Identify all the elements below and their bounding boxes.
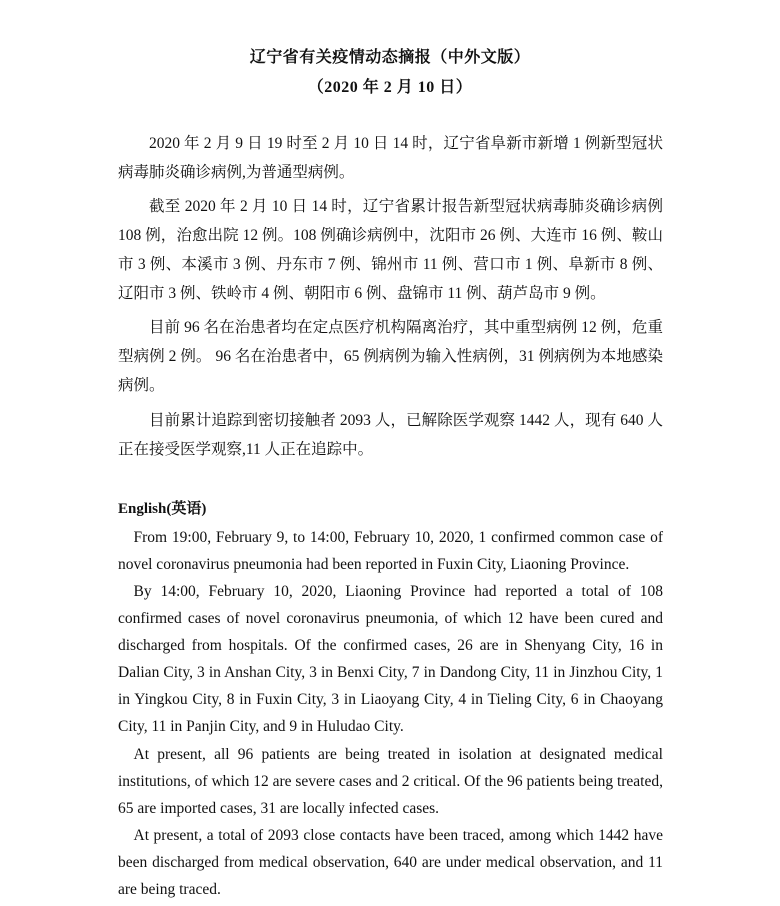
en-paragraph-3: At present, all 96 patients are being treated in isolation at designated medical institutions, of which 12 are severe cases and 2 critical. Of the 96 patients being treated, 65 are imported cases, 31 are locally infected cases. xyxy=(118,746,663,817)
english-heading: English(英语) xyxy=(118,501,207,517)
document-title: 辽宁省有关疫情动态摘报（中外文版） xyxy=(249,49,531,66)
en-paragraph-1: From 19:00, February 9, to 14:00, February 10, 2020, 1 confirmed common case of novel coronavirus pneumonia had been reported in Fuxin City, Liaoning Province. xyxy=(118,529,663,573)
zh-paragraph-3: 目前 96 名在治患者均在定点医疗机构隔离治疗，其中重型病例 12 例，危重型病例 2 例。 96 名在治患者中，65 例病例为输入性病例，31 例病例为本地感染病例。 xyxy=(118,319,663,394)
zh-paragraph-4: 目前累计追踪到密切接触者 2093 人，已解除医学观察 1442 人，现有 640 人正在接受医学观察,11 人正在追踪中。 xyxy=(118,412,663,458)
en-paragraph-2: By 14:00, February 10, 2020, Liaoning Province had reported a total of 108 confirmed cases of novel coronavirus pneumonia, of which 12 have been cured and discharged from hospitals. Of the confirmed cases, 26 are in Shenyang City, 16 in Dalian City, 3 in Anshan City, 3 in Benxi City, 7 in Dandong City, 11 in Jinzhou City, 1 in Yingkou City, 8 in Fuxin City, 3 in Liaoyang City, 4 in Tieling City, 6 in Chaoyang City, 11 in Panjin City, and 9 in Huludao City. xyxy=(118,583,663,735)
en-paragraph-4: At present, a total of 2093 close contacts have been traced, among which 1442 have been discharged from medical observation, 640 are under medical observation, and 11 are being traced. xyxy=(118,827,663,898)
zh-paragraph-1: 2020 年 2 月 9 日 19 时至 2 月 10 日 14 时，辽宁省阜新市新增 1 例新型冠状病毒肺炎确诊病例,为普通型病例。 xyxy=(118,135,663,181)
document-date: （2020 年 2 月 10 日） xyxy=(307,79,473,96)
zh-paragraph-2: 截至 2020 年 2 月 10 日 14 时，辽宁省累计报告新型冠状病毒肺炎确诊病例 108 例，治愈出院 12 例。108 例确诊病例中，沈阳市 26 例、大连市 16 例、鞍山市 3 例、本溪市 3 例、丹东市 7 例、锦州市 11 例、营口市 1 例、阜新市 8 例、辽阳市 3 例、铁岭市 4 例、朝阳市 6 例、盘锦市 11 例、葫芦岛市 9 例。 xyxy=(118,198,663,302)
